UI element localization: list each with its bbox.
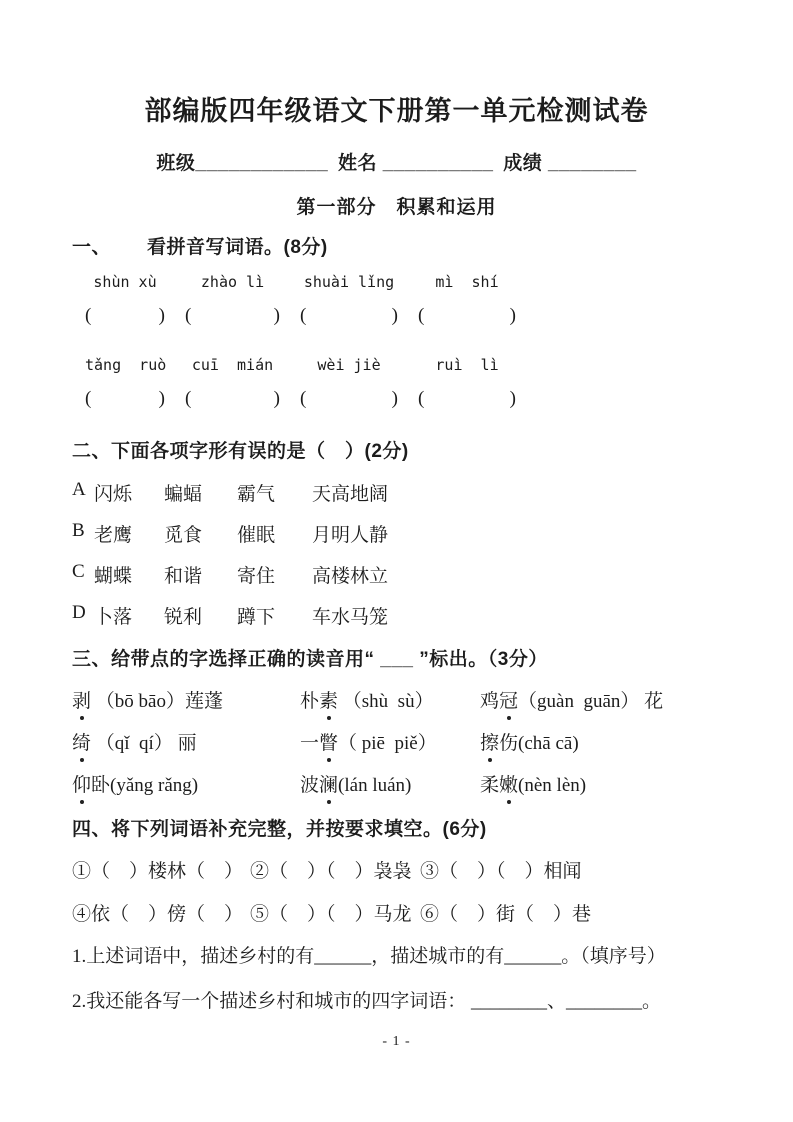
option-word: 觅食 bbox=[164, 525, 203, 546]
answer-blank-parens bbox=[85, 388, 165, 410]
class-label: 班级 bbox=[156, 153, 196, 174]
dotted-character: 擦 bbox=[480, 728, 499, 755]
student-info-line bbox=[72, 148, 721, 175]
section4-heading: 四、将下列词语补充完整，并按要求填空。(6分) bbox=[72, 819, 487, 840]
option-word: 车水马笼 bbox=[312, 607, 389, 628]
item-rest: （bō bāo）莲蓬 bbox=[91, 691, 223, 712]
pinyin-word: mì shí bbox=[435, 273, 499, 291]
class-field bbox=[156, 153, 328, 174]
fill-in-idiom: ⑤（ ）（ ）马龙 bbox=[250, 904, 412, 925]
pinyin-block-row2 bbox=[72, 356, 721, 410]
answer-blank-parens bbox=[85, 305, 165, 327]
option-word: 蝴蝶 bbox=[94, 566, 133, 587]
section4-items bbox=[72, 856, 721, 942]
open-paren: ( bbox=[300, 388, 307, 409]
close-paren: ) bbox=[509, 305, 516, 326]
name-label: 姓名 bbox=[338, 153, 378, 174]
item-prefix: 朴 bbox=[300, 691, 320, 712]
score-field bbox=[503, 153, 636, 174]
pronunciation-item bbox=[300, 728, 480, 755]
option-word: 蹲下 bbox=[237, 607, 276, 628]
item-prefix: 鸡 bbox=[480, 691, 500, 712]
item-prefix: 一 bbox=[300, 733, 320, 754]
item-rest: (nèn lèn) bbox=[518, 775, 587, 796]
option-word: 老鹰 bbox=[94, 525, 133, 546]
pinyin-word: shuài lǐng bbox=[303, 273, 395, 291]
part-one-heading: 第一部分 积累和运用 bbox=[296, 197, 497, 218]
pinyin-word: tǎng ruò bbox=[85, 356, 167, 374]
section1-title: 看拼音写词语。(8分) bbox=[147, 237, 328, 258]
dotted-character: 冠 bbox=[499, 686, 518, 713]
section3-items bbox=[72, 686, 721, 812]
answer-blank-parens bbox=[185, 388, 280, 410]
item-prefix: 柔 bbox=[480, 775, 500, 796]
pronunciation-item bbox=[300, 686, 480, 713]
section1-number: 一、 bbox=[72, 237, 112, 258]
dotted-character: 澜 bbox=[319, 770, 338, 797]
open-paren: ( bbox=[185, 305, 192, 326]
option-word: 锐利 bbox=[164, 607, 203, 628]
page-number: - 1 - bbox=[382, 1034, 411, 1049]
section3-heading: 三、给带点的字选择正确的读音用“ ___ ”标出。（3分） bbox=[72, 649, 548, 670]
close-paren: ) bbox=[273, 388, 280, 409]
section2-heading: 二、下面各项字形有误的是（ ）(2分) bbox=[72, 441, 409, 462]
dotted-character: 瞥 bbox=[319, 728, 338, 755]
option-word: 闪烁 bbox=[94, 484, 133, 505]
item-rest: （shù sù） bbox=[338, 691, 434, 712]
item-rest: （ piē piě） bbox=[338, 733, 437, 754]
open-paren: ( bbox=[418, 388, 425, 409]
option-word: 蝙蝠 bbox=[164, 484, 203, 505]
pronunciation-item bbox=[72, 686, 300, 713]
option-key: C bbox=[72, 561, 85, 582]
option-word: 月明人静 bbox=[312, 525, 389, 546]
option-word: 和谐 bbox=[164, 566, 203, 587]
fill-in-idiom: ①（ ）楼林（ ） bbox=[72, 861, 244, 882]
open-paren: ( bbox=[418, 305, 425, 326]
close-paren: ) bbox=[509, 388, 516, 409]
dotted-character: 仰 bbox=[72, 770, 91, 797]
item-rest: 卧(yǎng rǎng) bbox=[91, 775, 199, 796]
section4-question1: 1.上述词语中，描述乡村的有______，描述城市的有______。（填序号） bbox=[72, 946, 666, 967]
section4-question2: 2.我还能各写一个描述乡村和城市的四字词语： ________、________。 bbox=[72, 991, 662, 1012]
option-word: 高楼林立 bbox=[312, 566, 389, 587]
dotted-character: 素 bbox=[319, 686, 338, 713]
pronunciation-item bbox=[480, 770, 721, 797]
answer-blank-parens bbox=[185, 305, 280, 327]
close-paren: ) bbox=[158, 388, 165, 409]
option-word: 寄住 bbox=[237, 566, 276, 587]
pinyin-word: ruì lì bbox=[435, 356, 499, 374]
open-paren: ( bbox=[300, 305, 307, 326]
item-rest: (lán luán) bbox=[338, 775, 412, 796]
fill-in-idiom: ⑥（ ）街（ ）巷 bbox=[420, 904, 592, 925]
pronunciation-item bbox=[300, 770, 480, 797]
dotted-character: 剥 bbox=[72, 686, 91, 713]
close-paren: ) bbox=[158, 305, 165, 326]
item-rest: 伤(chā cā) bbox=[499, 733, 579, 754]
section2-options bbox=[72, 479, 721, 643]
fill-in-idiom: ④依（ ）傍（ ） bbox=[72, 904, 244, 925]
item-rest: （guàn guān） 花 bbox=[518, 691, 664, 712]
name-field bbox=[338, 153, 493, 174]
class-blank: ____________ bbox=[195, 153, 329, 174]
name-blank: __________ bbox=[377, 153, 494, 174]
open-paren: ( bbox=[85, 305, 92, 326]
option-word: 霸气 bbox=[237, 484, 276, 505]
fill-in-idiom: ②（ ）（ ）袅袅 bbox=[250, 861, 412, 882]
pronunciation-item bbox=[480, 686, 721, 713]
score-label: 成绩 bbox=[503, 153, 543, 174]
pronunciation-item bbox=[72, 728, 300, 755]
fill-in-idiom: ③（ ）（ ）相闻 bbox=[420, 861, 582, 882]
pronunciation-item bbox=[72, 770, 300, 797]
pinyin-word: wèi jiè bbox=[317, 356, 381, 374]
item-rest: （qǐ qí） 丽 bbox=[91, 733, 197, 754]
close-paren: ) bbox=[391, 388, 398, 409]
pinyin-word: zhào lì bbox=[200, 273, 265, 291]
option-word: 催眠 bbox=[237, 525, 276, 546]
pinyin-word: shùn xù bbox=[93, 273, 157, 291]
item-prefix: 波 bbox=[300, 775, 320, 796]
open-paren: ( bbox=[85, 388, 92, 409]
option-key: D bbox=[72, 602, 86, 623]
answer-blank-parens bbox=[300, 305, 398, 327]
pronunciation-item bbox=[480, 728, 721, 755]
pinyin-block-row1 bbox=[72, 273, 721, 327]
option-word: 卜落 bbox=[94, 607, 133, 628]
answer-blank-parens bbox=[418, 388, 516, 410]
open-paren: ( bbox=[185, 388, 192, 409]
section1-heading bbox=[72, 232, 721, 259]
option-key: B bbox=[72, 520, 85, 541]
option-key: A bbox=[72, 479, 86, 500]
score-blank: ________ bbox=[542, 153, 637, 174]
page-title: 部编版四年级语文下册第一单元检测试卷 bbox=[144, 96, 649, 126]
dotted-character: 嫩 bbox=[499, 770, 518, 797]
close-paren: ) bbox=[273, 305, 280, 326]
pinyin-word: cuī mián bbox=[191, 356, 274, 374]
close-paren: ) bbox=[391, 305, 398, 326]
answer-blank-parens bbox=[418, 305, 516, 327]
dotted-character: 绮 bbox=[72, 728, 91, 755]
answer-blank-parens bbox=[300, 388, 398, 410]
option-word: 天高地阔 bbox=[312, 484, 389, 505]
